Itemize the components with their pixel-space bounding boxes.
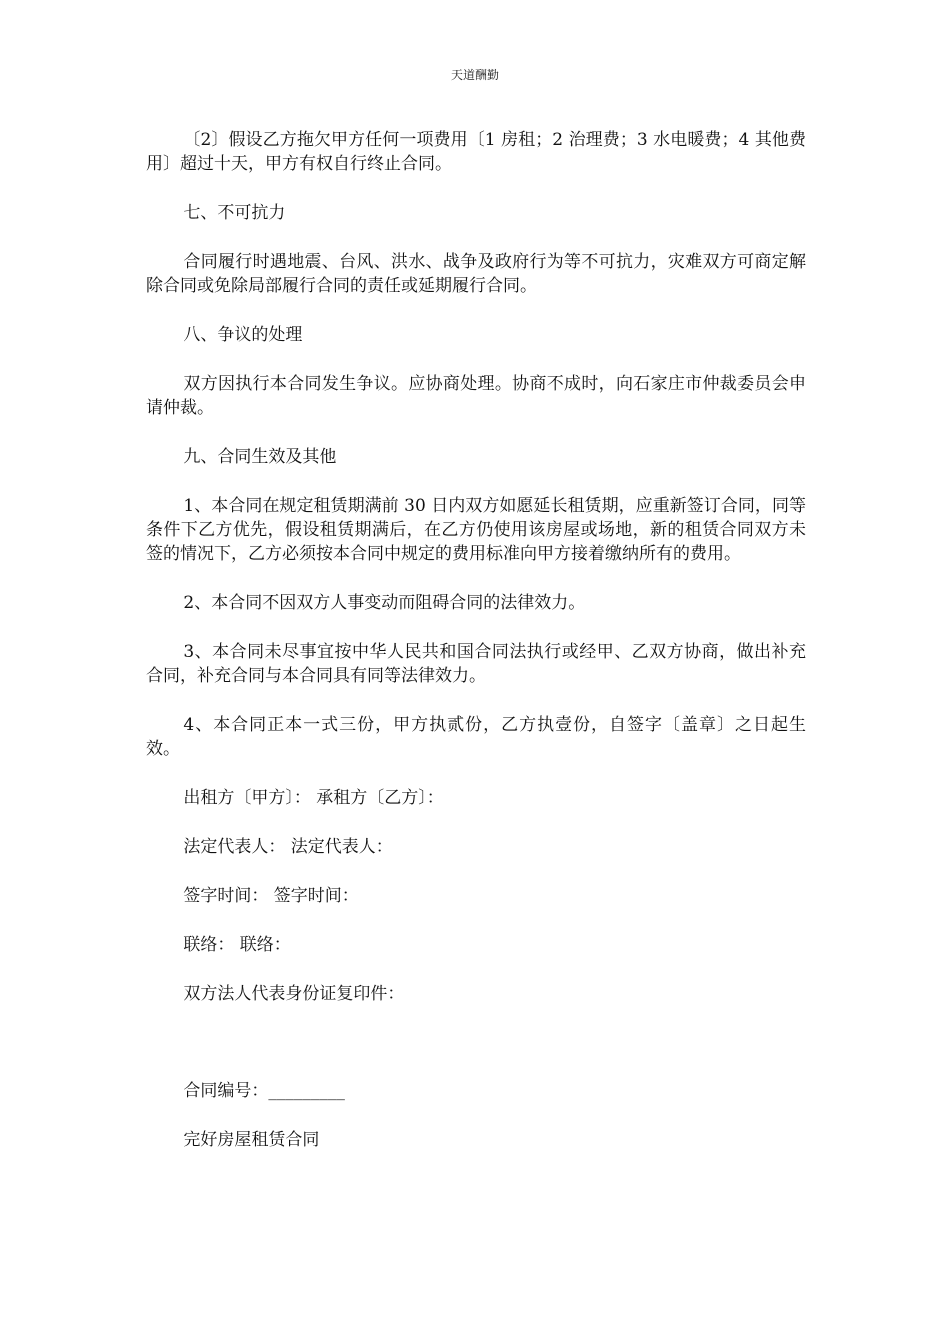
signature-representatives: 法定代表人： 法定代表人： xyxy=(183,837,393,857)
section-heading-dispute: 八、争议的处理 xyxy=(183,325,303,345)
signature-parties: 出租方〔甲方〕： 承租方〔乙方〕： xyxy=(183,788,444,808)
spacer xyxy=(146,1031,806,1079)
next-contract-title: 完好房屋租赁合同 xyxy=(183,1130,320,1150)
document-body xyxy=(146,128,806,1177)
clause-force-majeure: 合同履行时遇地震、台风、洪水、战争及政府行为等不可抗力，灾难双方可商定解除合同或免除局部履行合同的责任或延期履行合同。 xyxy=(146,252,806,296)
clause-supplement: 3、本合同未尽事宜按中华人民共和国合同法执行或经甲、乙双方协商，做出补充合同，补充合同与本合同具有同等法律效力。 xyxy=(146,642,806,686)
page-header: 天道酬勤 xyxy=(450,68,499,82)
contract-number-label: 合同编号： xyxy=(183,1081,269,1101)
id-copies-line: 双方法人代表身份证复印件： xyxy=(183,984,405,1004)
contract-number-line xyxy=(146,1079,806,1103)
clause-dispute: 双方因执行本合同发生争议。应协商处理。协商不成时，向石家庄市仲裁委员会申请仲裁。 xyxy=(146,374,806,418)
clause-termination: 〔2〕假设乙方拖欠甲方任何一项费用〔1 房租；2 治理费；3 水电暖费；4 其他费用〕超过十天，甲方有权自行终止合同。 xyxy=(146,130,806,174)
signature-contacts: 联络： 联络： xyxy=(183,935,291,955)
contract-number-blank: _________ xyxy=(268,1081,345,1101)
clause-personnel: 2、本合同不因双方人事变动而阻碍合同的法律效力。 xyxy=(183,593,586,613)
section-heading-effect: 九、合同生效及其他 xyxy=(183,447,337,467)
clause-copies: 4、本合同正本一式三份，甲方执贰份，乙方执壹份，自签字〔盖章〕之日起生效。 xyxy=(146,715,806,759)
signature-dates: 签字时间： 签字时间： xyxy=(183,886,359,906)
clause-renewal: 1、本合同在规定租赁期满前 30 日内双方如愿延长租赁期，应重新签订合同，同等条件下乙方优先，假设租赁期满后，在乙方仍使用该房屋或场地，新的租赁合同双方未签的情况下，乙方必须按本合同中规定的费用标准向甲方接着缴纳所有的费用。 xyxy=(146,496,806,564)
section-heading-force-majeure: 七、不可抗力 xyxy=(183,203,286,223)
